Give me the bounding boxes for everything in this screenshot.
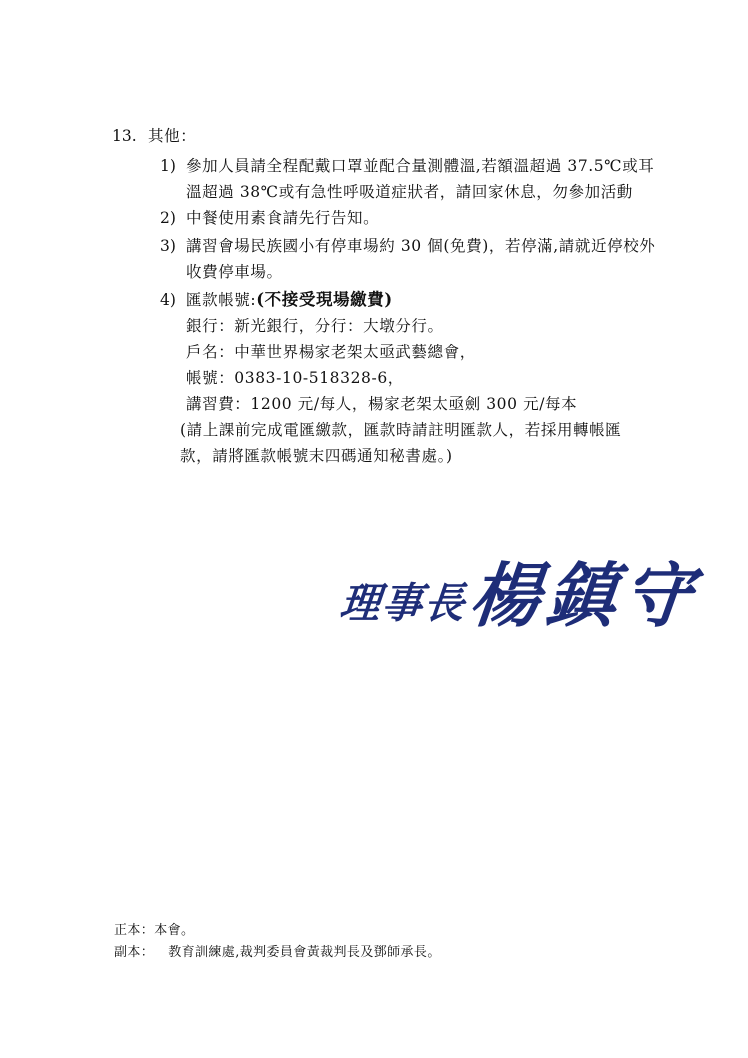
item-1-label: 1) — [160, 157, 176, 175]
section-heading: 其他： — [148, 127, 197, 145]
original-recipient — [114, 922, 194, 940]
item-4-title — [186, 290, 393, 310]
item-3-line-2: 收費停車場。 — [186, 263, 283, 281]
original-value: 本會。 — [154, 923, 195, 938]
item-1-line-1: 參加人員請全程配戴口罩並配合量測體溫,若額溫超過 37.5℃或耳 — [186, 157, 655, 175]
account-name: 戶名：中華世界楊家老架太亟武藝總會， — [186, 343, 476, 361]
copy-value: 教育訓練處,裁判委員會黃裁判長及鄧師承長。 — [168, 945, 441, 960]
item-4-label: 4) — [160, 291, 176, 309]
item-2-label: 2) — [160, 209, 176, 227]
item-3-label: 3) — [160, 237, 176, 255]
item-1-line-2: 溫超過 38℃或有急性呼吸道症狀者，請回家休息，勿參加活動 — [186, 183, 633, 201]
payment-note-line-1: (請上課前完成電匯繳款，匯款時請註明匯款人，若採用轉帳匯 — [180, 421, 622, 439]
copy-recipient — [114, 944, 441, 962]
item-2-line-1: 中餐使用素食請先行告知。 — [186, 209, 380, 227]
no-onsite-payment-note: (不接受現場繳費) — [256, 290, 393, 309]
item-3-line-1: 講習會場民族國小有停車場約 30 個(免費)，若停滿,請就近停校外 — [186, 237, 656, 255]
fee-info: 講習費：1200 元/每人，楊家老架太亟劍 300 元/每本 — [186, 395, 578, 413]
account-number: 帳號：0383-10-518328-6， — [186, 369, 404, 387]
signature-name: 楊鎮守 — [465, 554, 703, 637]
payment-note-line-2: 款，請將匯款帳號末四碼通知秘書處。) — [180, 447, 453, 465]
copy-label: 副本： — [114, 945, 155, 960]
signature-title: 理事長 — [337, 578, 469, 629]
remittance-account-label: 匯款帳號: — [186, 291, 257, 309]
bank-info: 銀行：新光銀行，分行：大墩分行。 — [186, 317, 444, 335]
section-number: 13. — [112, 127, 137, 145]
original-label: 正本： — [114, 923, 155, 938]
